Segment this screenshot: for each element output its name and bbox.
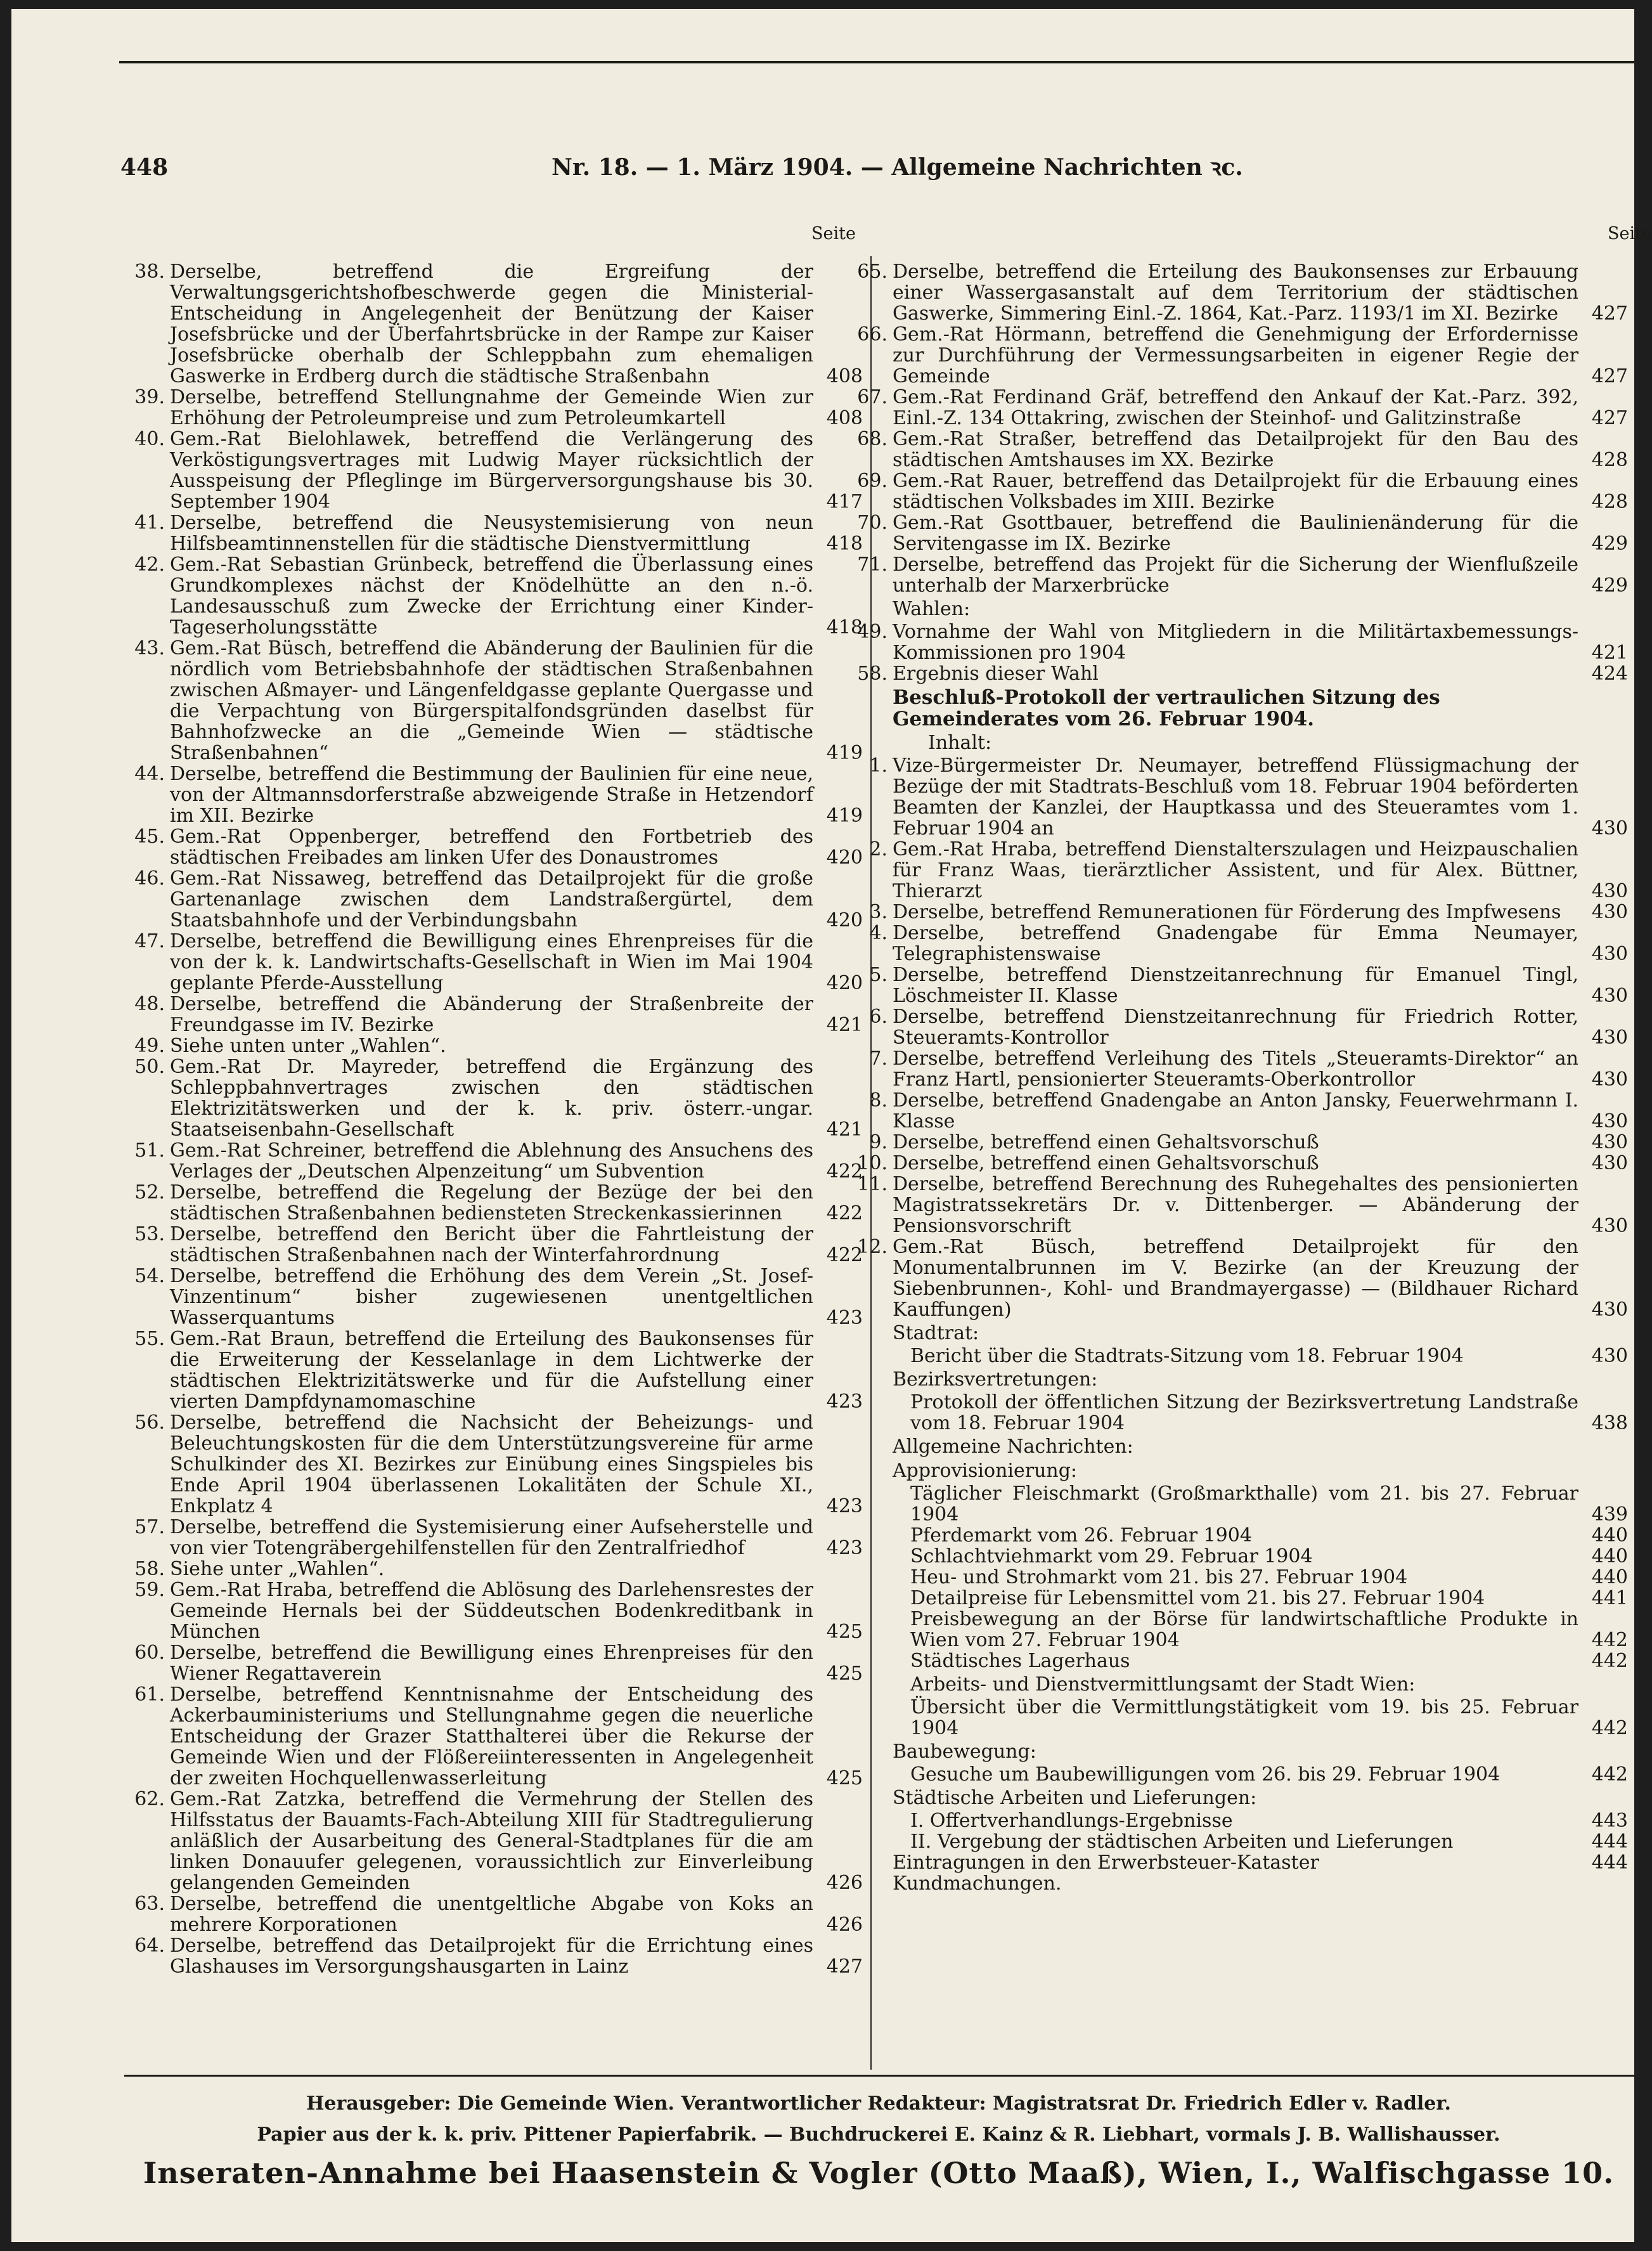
item-text: Preisbewegung an der Börse für landwirtschaftliche Produkte in Wien vom 27. Februar 1904 <box>910 1608 1578 1651</box>
stadtrat-item-text: Bericht über die Stadtrats-Sitzung vom 18. Februar 1904 <box>910 1345 1464 1367</box>
item-number: 59. <box>134 1579 165 1601</box>
right-column <box>857 261 1628 1895</box>
item-page: 442 <box>1591 1629 1628 1651</box>
item-text: Derselbe, betreffend die Regelung der Bezüge der bei den städtischen Straßenbahnen bediensteten Streckenkassierinnen <box>170 1181 813 1224</box>
item-page: 419 <box>826 805 863 827</box>
item-number: 63. <box>134 1893 165 1915</box>
item-text: Derselbe, betreffend die Neusystemisierung von neun Hilfsbeamtinnenstellen für die städtische Dienstvermittlung <box>170 512 813 555</box>
item-number: 38. <box>134 261 165 283</box>
item-text: Siehe unter „Wahlen“. <box>170 1558 385 1580</box>
list-item <box>869 755 1628 840</box>
item-page: 430 <box>1591 1068 1628 1091</box>
item-number: 44. <box>134 763 165 785</box>
item-number: 71. <box>857 554 887 576</box>
staedt-heading: Städtische Arbeiten und Lieferungen: <box>893 1787 1257 1809</box>
stadtrat-item <box>893 1346 1628 1366</box>
list-item <box>857 1152 1628 1174</box>
item-text: Derselbe, betreffend Stellungnahme der Gemeinde Wien zur Erhöhung der Petroleumpreise und zum Petroleumkartell <box>170 386 813 429</box>
item-text: Gem.-Rat Zatzka, betreffend die Vermehrung der Stellen des Hilfsstatus der Bauamts-Fach-Abteilung XIII für Stadtregulierung anläßlich der Ausarbeitung des General-Stadtplanes für die am linken Donauufer gelegenen, voraussichtlich zur Einverleibung gelangenden Gemeinden <box>170 1788 813 1894</box>
item-number: 8. <box>869 1089 887 1112</box>
list-item <box>893 1525 1628 1546</box>
item-page: 418 <box>826 533 863 555</box>
item-number: 50. <box>134 1056 165 1078</box>
list-item <box>134 1642 863 1685</box>
list-item <box>134 1223 863 1266</box>
item-text: Derselbe, betreffend die Abänderung der Straßenbreite der Freundgasse im IV. Bezirke <box>170 993 813 1036</box>
item-number: 49. <box>857 621 887 643</box>
list-item <box>134 1181 863 1224</box>
item-number: 42. <box>134 554 165 576</box>
item-text: Derselbe, betreffend Dienstzeitanrechnung für Emanuel Tingl, Löschmeister II. Klasse <box>893 964 1578 1007</box>
item-text: Gem.-Rat Büsch, betreffend Detailprojekt für den Monumentalbrunnen im V. Bezirke (an der Kreuzung der Siebenbrunnen-, Kohl- und Brandmayergasse) — (Bildhauer Richard Kauffungen) <box>893 1236 1578 1321</box>
item-page: 440 <box>1591 1566 1628 1588</box>
item-page: 430 <box>1591 943 1628 965</box>
item-number: 48. <box>134 993 165 1015</box>
approv-list <box>893 1483 1628 1671</box>
item-text: Derselbe, betreffend einen Gehaltsvorschuß <box>893 1152 1319 1174</box>
list-item <box>134 1579 863 1643</box>
item-page: 428 <box>1591 449 1628 471</box>
item-text: Derselbe, betreffend das Detailprojekt für die Errichtung eines Glashauses im Versorgungshausgarten in Lainz <box>170 1935 813 1978</box>
item-page: 422 <box>826 1244 863 1266</box>
item-text: Derselbe, betreffend die Bewilligung eines Ehrenpreises für den Wiener Regattaverein <box>170 1642 813 1685</box>
list-item <box>869 1089 1628 1132</box>
item-number: 39. <box>134 386 165 408</box>
item-text: Derselbe, betreffend den Bericht über die Fahrtleistung der städtischen Straßenbahnen nach der Winterfahrordnung <box>170 1223 813 1266</box>
wahlen-heading: Wahlen: <box>893 598 971 620</box>
item-text: Gem.-Rat Schreiner, betreffend die Ablehnung des Ansuchens des Verlages der „Deutschen Alpenzeitung“ um Subvention <box>170 1139 813 1183</box>
protokoll-list <box>857 755 1628 1321</box>
item-number: 67. <box>857 386 887 408</box>
left-column <box>134 261 863 1978</box>
bau-item-text: Gesuche um Baubewilligungen vom 26. bis 29. Februar 1904 <box>910 1763 1500 1786</box>
item-text: Derselbe, betreffend Remunerationen für Förderung des Impfwesens <box>893 901 1561 923</box>
item-number: 64. <box>134 1935 165 1957</box>
bezirk-item <box>893 1392 1628 1434</box>
approv-heading: Approvisionierung: <box>893 1460 1078 1482</box>
item-text: Ergebnis dieser Wahl <box>893 663 1099 685</box>
item-page: 443 <box>1591 1810 1628 1832</box>
item-number: 54. <box>134 1265 165 1287</box>
item-text: Gem.-Rat Nissaweg, betreffend das Detailprojekt für die große Gartenanlage zwischen dem Landstraßergürtel, dem Staatsbahnhofe und der Verbindungsbahn <box>170 867 813 931</box>
item-number: 53. <box>134 1223 165 1245</box>
stadtrat-item-page: 430 <box>1591 1345 1628 1367</box>
item-number: 49. <box>134 1035 165 1057</box>
item-page: 417 <box>826 491 863 513</box>
list-item <box>134 1893 863 1936</box>
eintrag-item-page: 444 <box>1591 1852 1628 1874</box>
list-item <box>134 993 863 1036</box>
bau-item <box>893 1764 1628 1785</box>
item-text: Derselbe, betreffend Gnadengabe für Emma Neumayer, Telegraphistenswaise <box>893 922 1578 965</box>
item-page: 440 <box>1591 1524 1628 1547</box>
list-item <box>869 964 1628 1007</box>
list-item <box>134 1558 863 1580</box>
protokoll-heading: Beschluß-Protokoll der vertraulichen Sitzung des Gemeinderates vom 26. Februar 1904. <box>893 686 1440 730</box>
list-item <box>134 1516 863 1559</box>
list-item <box>134 1139 863 1183</box>
item-number: 11. <box>857 1173 887 1195</box>
footer-printer: Papier aus der k. k. priv. Pittener Papierfabrik. — Buchdruckerei E. Kainz & R. Liebhart, vormals J. B. Wallishausser. <box>257 2124 1500 2146</box>
item-page: 430 <box>1591 1152 1628 1174</box>
item-number: 62. <box>134 1788 165 1810</box>
list-item <box>134 930 863 994</box>
item-number: 43. <box>134 637 165 659</box>
newspaper-page <box>11 9 1652 2242</box>
item-number: 45. <box>134 826 165 848</box>
list-item <box>893 1567 1628 1588</box>
list-item <box>869 1131 1628 1153</box>
list-item <box>893 1546 1628 1567</box>
item-page: 421 <box>826 1014 863 1036</box>
list-item <box>134 1935 863 1978</box>
list-item <box>134 637 863 764</box>
list-item <box>893 1810 1628 1831</box>
item-text: Derselbe, betreffend die Bewilligung eines Ehrenpreises für die von der k. k. Landwirtschafts-Gesellschaft in Wien im Mai 1904 geplante Pferde-Ausstellung <box>170 930 813 994</box>
item-page: 428 <box>1591 491 1628 513</box>
item-page: 418 <box>826 616 863 639</box>
item-page: 423 <box>826 1537 863 1559</box>
list-item <box>134 1035 863 1057</box>
arbeits-heading: Arbeits- und Dienstvermittlungsamt der Stadt Wien: <box>910 1673 1416 1696</box>
item-page: 422 <box>826 1160 863 1183</box>
item-page: 430 <box>1591 1299 1628 1321</box>
item-number: 68. <box>857 428 887 450</box>
list-item <box>893 1588 1628 1609</box>
item-page: 425 <box>826 1621 863 1643</box>
list-item <box>134 1056 863 1141</box>
item-number: 70. <box>857 512 887 534</box>
footer-rule <box>124 2075 1634 2077</box>
item-text: Derselbe, betreffend Dienstzeitanrechnung für Friedrich Rotter, Steueramts-Kontrollor <box>893 1006 1578 1049</box>
item-text: Derselbe, betreffend einen Gehaltsvorschuß <box>893 1131 1319 1153</box>
item-page: 419 <box>826 742 863 764</box>
item-page: 430 <box>1591 1215 1628 1237</box>
list-item <box>869 922 1628 965</box>
item-page: 421 <box>1591 642 1628 664</box>
footer-publisher: Herausgeber: Die Gemeinde Wien. Verantwortlicher Redakteur: Magistratsrat Dr. Friedrich Edler v. Radler. <box>306 2092 1451 2115</box>
item-number: 58. <box>857 663 887 685</box>
item-text: Derselbe, betreffend das Projekt für die Sicherung der Wienflußzeile unterhalb der Marxerbrücke <box>893 554 1578 597</box>
item-text: Derselbe, betreffend die Systemisierung einer Aufseherstelle und von vier Totengräbergehilfenstellen für den Zentralfriedhof <box>170 1516 813 1559</box>
item-text: Städtisches Lagerhaus <box>910 1650 1130 1672</box>
eintrag-item-text: Eintragungen in den Erwerbsteuer-Kataster <box>893 1852 1319 1874</box>
stadtrat-heading: Stadtrat: <box>893 1322 979 1344</box>
right-entries <box>857 261 1628 597</box>
list-item <box>869 838 1628 902</box>
list-item <box>134 512 863 555</box>
item-number: 9. <box>869 1131 887 1153</box>
footer-advertising: Inseraten-Annahme bei Haasenstein & Vogler (Otto Maaß), Wien, I., Walfischgasse 10. <box>143 2156 1615 2190</box>
item-number: 47. <box>134 930 165 952</box>
list-item <box>857 512 1628 555</box>
item-text: Schlachtviehmarkt vom 29. Februar 1904 <box>910 1545 1313 1567</box>
item-number: 66. <box>857 323 887 346</box>
list-item <box>857 470 1628 513</box>
item-text: Vornahme der Wahl von Mitgliedern in die Militärtaxbemessungs-Kommissionen pro 1904 <box>893 621 1578 664</box>
running-header: Nr. 18. — 1. März 1904. — Allgemeine Nachrichten ꝛc. <box>552 154 1243 181</box>
item-number: 60. <box>134 1642 165 1664</box>
item-page: 408 <box>826 365 863 387</box>
item-text: I. Offertverhandlungs-Ergebnisse <box>910 1810 1233 1832</box>
item-number: 1. <box>869 755 887 777</box>
item-number: 69. <box>857 470 887 492</box>
list-item <box>134 1265 863 1329</box>
item-number: 7. <box>869 1048 887 1070</box>
list-item <box>893 1651 1628 1671</box>
list-item <box>893 1483 1628 1525</box>
bau-heading: Baubewegung: <box>893 1741 1036 1763</box>
list-item <box>134 1683 863 1789</box>
item-page: 430 <box>1591 985 1628 1007</box>
kund-item-text: Kundmachungen. <box>893 1872 1062 1895</box>
item-number: 5. <box>869 964 887 986</box>
item-number: 12. <box>857 1236 887 1258</box>
item-page: 420 <box>826 909 863 931</box>
item-text: Gem.-Rat Sebastian Grünbeck, betreffend die Überlassung eines Grundkomplexes nächst der Knödelhütte an den n.-ö. Landesausschuß zum Zwecke der Errichtung einer Kinder-Tageserholungsstätte <box>170 554 813 639</box>
item-page: 442 <box>1591 1650 1628 1672</box>
item-text: Derselbe, betreffend Berechnung des Ruhegehaltes des pensionierten Magistratssekretärs Dr. v. Dittenberger. — Abänderung der Pensionsvorschrift <box>893 1173 1578 1237</box>
item-page: 429 <box>1591 574 1628 597</box>
item-text: Gem.-Rat Hraba, betreffend die Ablösung des Darlehensrestes der Gemeinde Hernals bei der Süddeutschen Bodenkreditbank in München <box>170 1579 813 1643</box>
item-page: 425 <box>826 1663 863 1685</box>
item-page: 408 <box>826 407 863 429</box>
item-text: Gem.-Rat Hörmann, betreffend die Genehmigung der Erfordernisse zur Durchführung der Vermessungsarbeiten in eigener Regie der Gemeinde <box>893 323 1578 387</box>
allg-heading: Allgemeine Nachrichten: <box>893 1436 1133 1458</box>
item-page: 439 <box>1591 1503 1628 1526</box>
item-text: Gem.-Rat Braun, betreffend die Erteilung des Baukonsenses für die Erweiterung der Kesselanlage in dem Lichtwerke der städtischen Elektrizitätswerke und für die Aufstellung einer vierten Dampfdynamomaschine <box>170 1328 813 1413</box>
item-number: 51. <box>134 1139 165 1162</box>
list-item <box>857 621 1628 664</box>
item-text: Gem.-Rat Gsottbauer, betreffend die Baulinienänderung für die Servitengasse im IX. Bezirke <box>893 512 1578 555</box>
item-text: Gem.-Rat Hraba, betreffend Dienstalterszulagen und Heizpauschalien für Franz Waas, tierärztlicher Assistent, und für Alex. Büttner, Thierarzt <box>893 838 1578 902</box>
item-page: 423 <box>826 1495 863 1517</box>
eintrag-item <box>893 1852 1628 1873</box>
header-rule <box>119 61 1634 63</box>
item-page: 423 <box>826 1391 863 1413</box>
list-item <box>134 1788 863 1894</box>
item-number: 56. <box>134 1411 165 1434</box>
item-text: Gem.-Rat Rauer, betreffend das Detailprojekt für die Erbauung eines städtischen Volksbades im XIII. Bezirke <box>893 470 1578 513</box>
item-number: 52. <box>134 1181 165 1203</box>
list-item <box>893 1609 1628 1651</box>
item-page: 420 <box>826 847 863 869</box>
item-page: 430 <box>1591 817 1628 840</box>
list-item <box>857 428 1628 471</box>
arbeits-item <box>893 1697 1628 1739</box>
item-page: 421 <box>826 1119 863 1141</box>
item-text: Heu- und Strohmarkt vom 21. bis 27. Februar 1904 <box>910 1566 1408 1588</box>
item-number: 57. <box>134 1516 165 1538</box>
list-item <box>857 386 1628 429</box>
item-text: Pferdemarkt vom 26. Februar 1904 <box>910 1524 1252 1547</box>
item-text: Derselbe, betreffend die Erhöhung des dem Verein „St. Josef-Vinzentinum“ bisher zugewiesenen unentgeltlichen Wasserquantums <box>170 1265 813 1329</box>
item-number: 2. <box>869 838 887 860</box>
item-page: 427 <box>1591 365 1628 387</box>
item-text: Derselbe, betreffend Verleihung des Titels „Steueramts-Direktor“ an Franz Hartl, pensionierter Steueramts-Oberkontrollor <box>893 1048 1578 1091</box>
item-text: Vize-Bürgermeister Dr. Neumayer, betreffend Flüssigmachung der Bezüge der mit Stadtrats-Beschluß vom 18. Februar 1904 beförderten Beamten der Kanzlei, der Hauptkassa und des Steueramtes vom 1. Februar 1904 an <box>893 755 1578 840</box>
kund-item <box>893 1873 1628 1894</box>
item-text: Derselbe, betreffend die Erteilung des Baukonsenses zur Erbauung einer Wassergasanstalt auf dem Territorium der städtischen Gaswerke, Simmering Einl.-Z. 1864, Kat.-Parz. 1193/1 im XI. Bezirke <box>893 261 1578 325</box>
item-page: 430 <box>1591 880 1628 902</box>
item-text: Gem.-Rat Büsch, betreffend die Abänderung der Baulinien für die nördlich vom Betriebsbahnhofe der städtischen Straßenbahnen zwischen Aßmayer- und Längenfeldgasse geplante Quergasse und die Verpachtung von Bürgerspitalfondsgründen daselbst für Bahnhofzwecke an die „Gemeinde Wien — städtische Straßenbahnen“ <box>170 637 813 764</box>
item-number: 6. <box>869 1006 887 1028</box>
item-text: Derselbe, betreffend die Nachsicht der Beheizungs- und Beleuchtungskosten für die dem Unterstützungsvereine für arme Schulkinder des XI. Bezirkes zur Einübung eines Singspieles bis Ende April 1904 überlassenen Lokalitäten der Schule XI., Enkplatz 4 <box>170 1411 813 1517</box>
bezirk-item-page: 438 <box>1591 1412 1628 1434</box>
item-page: 427 <box>1591 302 1628 325</box>
list-item <box>857 1173 1628 1237</box>
item-text: Gem.-Rat Straßer, betreffend das Detailprojekt für den Bau des städtischen Amtshauses im XX. Bezirke <box>893 428 1578 471</box>
item-page: 430 <box>1591 1027 1628 1049</box>
item-page: 427 <box>1591 407 1628 429</box>
item-text: Gem.-Rat Dr. Mayreder, betreffend die Ergänzung des Schleppbahnvertrages zwischen den städtischen Elektrizitätswerken und der k. k. priv. österr.-ungar. Staatseisenbahn-Gesellschaft <box>170 1056 813 1141</box>
list-item <box>134 1328 863 1413</box>
item-number: 40. <box>134 428 165 450</box>
item-text: Derselbe, betreffend die unentgeltliche Abgabe von Koks an mehrere Korporationen <box>170 1893 813 1936</box>
list-item <box>857 261 1628 325</box>
seite-label-right: Seite <box>1608 224 1652 243</box>
page-number: 448 <box>120 154 169 181</box>
item-text: Derselbe, betreffend Gnadengabe an Anton Jansky, Feuerwehrmann I. Klasse <box>893 1089 1578 1132</box>
list-item <box>857 663 1628 685</box>
list-item <box>134 386 863 429</box>
bezirk-item-text: Protokoll der öffentlichen Sitzung der Bezirksvertretung Landstraße vom 18. Februar 1904 <box>910 1391 1578 1434</box>
item-number: 10. <box>857 1152 887 1174</box>
item-text: Täglicher Fleischmarkt (Großmarkthalle) vom 21. bis 27. Februar 1904 <box>910 1482 1578 1526</box>
wahlen-list <box>857 621 1628 685</box>
item-page: 422 <box>826 1202 863 1224</box>
item-number: 41. <box>134 512 165 534</box>
list-item <box>134 1411 863 1517</box>
item-number: 4. <box>869 922 887 944</box>
list-item <box>134 261 863 387</box>
item-page: 425 <box>826 1767 863 1789</box>
item-number: 3. <box>869 901 887 923</box>
list-item <box>857 323 1628 387</box>
list-item <box>134 826 863 869</box>
item-number: 58. <box>134 1558 165 1580</box>
item-text: Gem.-Rat Oppenberger, betreffend den Fortbetrieb des städtischen Freibades am linken Ufer des Donaustromes <box>170 826 813 869</box>
list-item <box>134 763 863 827</box>
item-page: 420 <box>826 972 863 994</box>
item-text: Detailpreise für Lebensmittel vom 21. bis 27. Februar 1904 <box>910 1587 1485 1609</box>
list-item <box>893 1831 1628 1852</box>
item-text: II. Vergebung der städtischen Arbeiten und Lieferungen <box>910 1831 1454 1853</box>
item-text: Derselbe, betreffend die Ergreifung der Verwaltungsgerichtshofbeschwerde gegen die Ministerial-Entscheidung in Angelegenheit der Benützung der Kaiser Josefsbrücke und der Überfahrtsbrücke in der Rampe zur Kaiser Josefsbrücke oberhalb der Schleppbahn zum ehemaligen Gaswerke in Erdberg durch die städtische Straßenbahn <box>170 261 813 387</box>
item-page: 423 <box>826 1307 863 1329</box>
list-item <box>134 428 863 513</box>
item-page: 427 <box>826 1956 863 1978</box>
item-number: 46. <box>134 867 165 890</box>
item-page: 430 <box>1591 901 1628 923</box>
list-item <box>869 901 1628 923</box>
list-item <box>134 554 863 639</box>
item-page: 426 <box>826 1872 863 1894</box>
inhalt-label: Inhalt: <box>928 732 992 754</box>
list-item <box>869 1006 1628 1049</box>
item-page: 429 <box>1591 533 1628 555</box>
item-number: 61. <box>134 1683 165 1706</box>
item-number: 65. <box>857 261 887 283</box>
item-text: Siehe unten unter „Wahlen“. <box>170 1035 446 1057</box>
arbeits-item-text: Übersicht über die Vermittlungstätigkeit vom 19. bis 25. Februar 1904 <box>910 1696 1578 1739</box>
item-text: Derselbe, betreffend Kenntnisnahme der Entscheidung des Ackerbauministeriums und Stellungnahme gegen die neuerliche Entscheidung der Grazer Statthalterei über die Rekurse der Gemeinde Wien und der Flößereiinteressenten in Angelegenheit der zweiten Hochquellenwasserleitung <box>170 1683 813 1789</box>
item-page: 430 <box>1591 1131 1628 1153</box>
seite-label-left: Seite <box>811 224 856 243</box>
staedt-list <box>893 1810 1628 1852</box>
list-item <box>857 1236 1628 1321</box>
item-page: 426 <box>826 1914 863 1936</box>
list-item <box>869 1048 1628 1091</box>
arbeits-item-page: 442 <box>1591 1717 1628 1739</box>
bau-item-page: 442 <box>1591 1763 1628 1786</box>
list-item <box>134 867 863 931</box>
item-number: 55. <box>134 1328 165 1350</box>
item-text: Gem.-Rat Ferdinand Gräf, betreffend den Ankauf der Kat.-Parz. 392, Einl.-Z. 134 Ottakring, zwischen der Steinhof- und Galitzinstraße <box>893 386 1578 429</box>
item-page: 440 <box>1591 1545 1628 1567</box>
item-page: 444 <box>1591 1831 1628 1853</box>
item-page: 441 <box>1591 1587 1628 1609</box>
list-item <box>857 554 1628 597</box>
item-page: 430 <box>1591 1110 1628 1132</box>
item-text: Gem.-Rat Bielohlawek, betreffend die Verlängerung des Verköstigungsvertrages mit Ludwig Mayer rücksichtlich der Ausspeisung der Pfleglinge im Bürgerversorgungshause bis 30. September 1904 <box>170 428 813 513</box>
item-text: Derselbe, betreffend die Bestimmung der Baulinien für eine neue, von der Altmannsdorferstraße abzweigende Straße in Hetzendorf im XII. Bezirke <box>170 763 813 827</box>
item-page: 424 <box>1591 663 1628 685</box>
bezirk-heading: Bezirksvertretungen: <box>893 1368 1098 1391</box>
